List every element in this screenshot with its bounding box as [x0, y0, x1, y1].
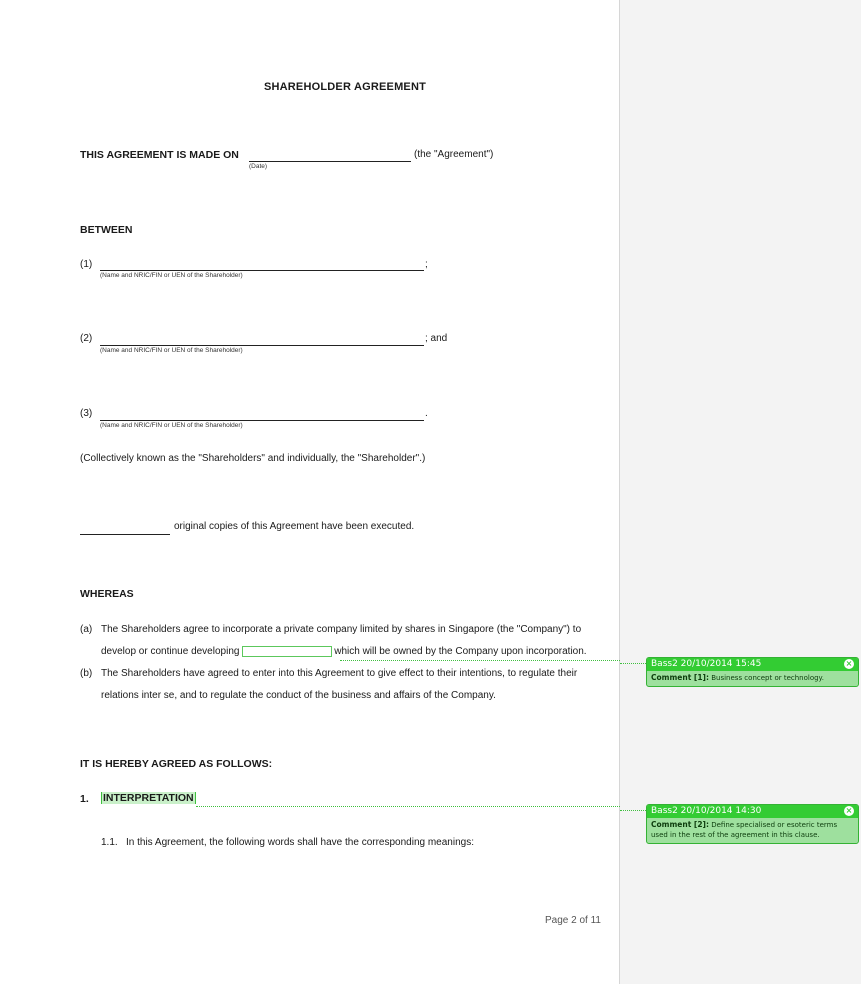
technology-field[interactable] — [242, 646, 332, 657]
copies-field-line[interactable] — [80, 534, 170, 535]
party-1-number: (1) — [80, 259, 93, 270]
agreed-heading: IT IS HEREBY AGREED AS FOLLOWS: — [80, 758, 273, 770]
comment-2-connector-tail — [620, 810, 646, 811]
comment-1-connector-tail — [620, 663, 646, 664]
comment-1-author-time: Bass2 20/10/2014 15:45 — [651, 659, 762, 669]
comment-2-label: Comment [2]: — [651, 820, 709, 829]
section-1-number: 1. — [80, 793, 89, 805]
section-1-title[interactable]: INTERPRETATION — [103, 792, 194, 804]
party-3-caption: (Name and NRIC/FIN or UEN of the Shareholder) — [100, 422, 243, 429]
comment-2-author-time: Bass2 20/10/2014 14:30 — [651, 806, 762, 816]
comment-2-text: Define specialised or esoteric terms used in the rest of the agreement in this clause. — [651, 821, 838, 839]
close-icon[interactable]: × — [845, 806, 853, 815]
party-2-suffix: ; and — [425, 333, 448, 344]
party-1-caption: (Name and NRIC/FIN or UEN of the Shareholder) — [100, 272, 243, 279]
close-icon[interactable]: × — [845, 659, 853, 668]
date-field-line[interactable] — [249, 161, 411, 162]
recital-b-label: (b) — [80, 668, 93, 679]
recital-b-line-1: The Shareholders have agreed to enter into this Agreement to give effect to their intentions, to regulate their — [101, 668, 578, 679]
comment-1[interactable] — [646, 657, 859, 687]
party-2-number: (2) — [80, 333, 93, 344]
recital-a-text-post: which will be owned by the Company upon incorporation. — [334, 646, 587, 657]
made-on-label: THIS AGREEMENT IS MADE ON — [80, 149, 239, 161]
clause-1-1-text: In this Agreement, the following words shall have the corresponding meanings: — [126, 837, 474, 848]
document-title: SHAREHOLDER AGREEMENT — [263, 81, 427, 93]
date-caption: (Date) — [249, 163, 268, 170]
comment-1-body[interactable] — [647, 671, 858, 686]
agreement-definition: (the "Agreement") — [414, 149, 494, 160]
comment-1-connector — [340, 660, 620, 661]
comment-1-text: Business concept or technology. — [711, 674, 824, 682]
comment-2[interactable] — [646, 804, 859, 844]
recital-b-line-2: relations inter se, and to regulate the conduct of the business and affairs of the Company. — [101, 690, 496, 701]
comment-1-label: Comment [1]: — [651, 673, 709, 682]
recital-a-text-pre: develop or continue developing — [101, 646, 240, 657]
party-1-suffix: ; — [425, 259, 428, 270]
copies-text: original copies of this Agreement have been executed. — [174, 521, 415, 532]
between-heading: BETWEEN — [80, 224, 133, 236]
recital-a-line-1: The Shareholders agree to incorporate a private company limited by shares in Singapore (the "Company") to — [101, 624, 582, 635]
comment-2-header — [647, 805, 858, 818]
party-1-field-line[interactable] — [100, 270, 424, 271]
party-3-field-line[interactable] — [100, 420, 424, 421]
comment-2-connector — [196, 806, 620, 807]
page-number: Page 2 of 11 — [545, 915, 601, 926]
party-2-field-line[interactable] — [100, 345, 424, 346]
whereas-heading: WHEREAS — [80, 588, 134, 600]
clause-1-1-number: 1.1. — [101, 837, 118, 848]
comment-1-header — [647, 658, 858, 671]
party-3-suffix: . — [425, 408, 428, 419]
comment-2-body[interactable] — [647, 818, 858, 843]
collectively-text: (Collectively known as the "Shareholders" and individually, the "Shareholder".) — [80, 453, 426, 464]
party-3-number: (3) — [80, 408, 93, 419]
recital-a-label: (a) — [80, 624, 93, 635]
party-2-caption: (Name and NRIC/FIN or UEN of the Shareholder) — [100, 347, 243, 354]
